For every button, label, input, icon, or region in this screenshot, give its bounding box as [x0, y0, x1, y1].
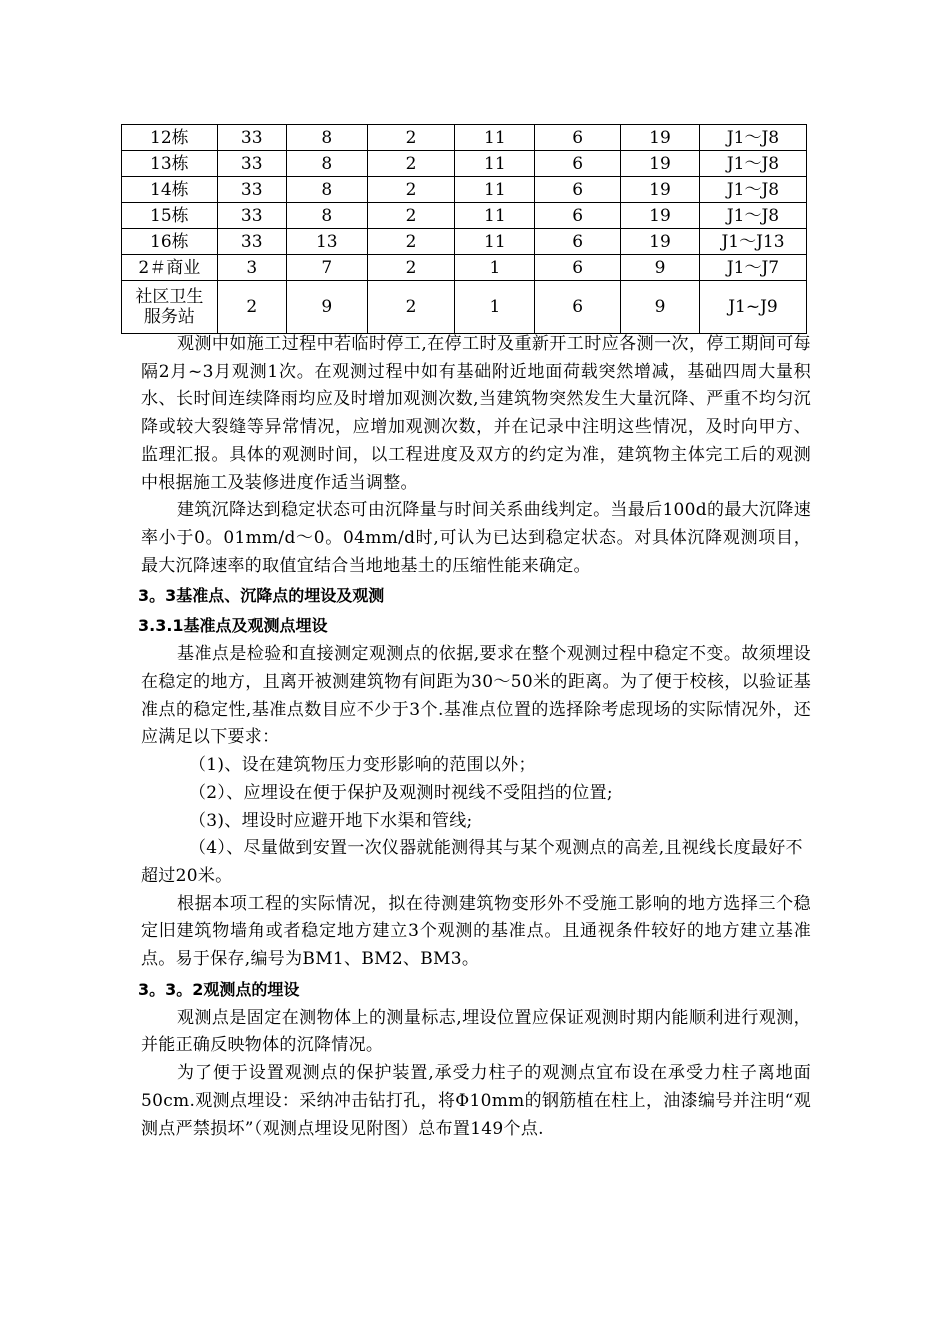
table-row	[122, 177, 807, 203]
paragraph-stability-criteria: 建筑沉降达到稳定状态可由沉降量与时间关系曲线判定。当最后100d的最大沉降速率小于0。01mm/d～0。04mm/d时,可认为已达到稳定状态。对具体沉降观测项目，最大沉降速率的取值宜结合当地地基土的压缩性能来确定。	[141, 500, 811, 576]
table-cell: 9	[286, 281, 367, 334]
table-row	[122, 281, 807, 334]
table-cell: 2	[367, 281, 455, 334]
building-name-line: 服务站	[143, 307, 195, 327]
table-cell: J1~J9	[699, 281, 806, 334]
table-cell: 33	[217, 229, 286, 255]
table-cell: 2	[367, 229, 455, 255]
table-cell: 33	[217, 177, 286, 203]
paragraph-observation-frequency: 观测中如施工过程中若临时停工,在停工时及重新开工时应各测一次，停工期间可每隔2月~3月观测1次。在观测过程中如有基础附近地面荷载突然增减，基础四周大量积水、长时间连续降雨均应及时增加观测次数,当建筑物突然发生大量沉降、严重不均匀沉降或较大裂缝等异常情况，应增加观测次数，并在记录中注明这些情况，及时向甲方、监理汇报。具体的观测时间，以工程进度及双方的约定为准，建筑物主体完工后的观测中根据施工及装修进度作适当调整。	[141, 334, 811, 493]
table-row	[122, 125, 807, 151]
paragraph-benchmark-setup: 根据本项工程的实际情况，拟在待测建筑物变形外不受施工影响的地方选择三个稳定旧建筑物墙角或者稳定地方建立3个观测的基准点。且通视条件较好的地方建立基准点。易于保存,编号为BM1、BM2、BM3。	[141, 893, 811, 970]
table-row	[122, 151, 807, 177]
table-cell: J1～J13	[699, 229, 806, 255]
table-cell: 11	[455, 229, 535, 255]
table-cell: 13	[286, 229, 367, 255]
document-body	[138, 331, 811, 1143]
building-name-cell	[122, 281, 218, 334]
list-item-3: （3)、埋设时应避开地下水渠和管线;	[189, 810, 473, 831]
table-cell: 19	[621, 229, 700, 255]
table-cell: 11	[455, 203, 535, 229]
table-cell: 19	[621, 177, 700, 203]
table-cell: 19	[621, 125, 700, 151]
table-cell: 2	[217, 281, 286, 334]
table-cell: 6	[535, 151, 621, 177]
section-heading-3-3-2: 3。3。2观测点的埋设	[138, 979, 300, 999]
table-cell: J1～J8	[699, 151, 806, 177]
table-cell: 11	[455, 125, 535, 151]
building-name-cell: 12栋	[122, 125, 218, 151]
building-name-cell: 15栋	[122, 203, 218, 229]
table-cell: J1～J8	[699, 125, 806, 151]
table-cell: 33	[217, 125, 286, 151]
building-name-cell: 13栋	[122, 151, 218, 177]
list-item-2: （2）、应埋设在便于保护及观测时视线不受阻挡的位置;	[189, 782, 613, 803]
section-heading-3-3: 3。3基准点、沉降点的埋设及观测	[138, 586, 385, 606]
table-cell: 8	[286, 151, 367, 177]
table-cell: 6	[535, 177, 621, 203]
section-heading-3-3-1: 3.3.1基准点及观测点埋设	[138, 616, 328, 636]
list-item-1: （1)、设在建筑物压力变形影响的范围以外；	[189, 755, 536, 776]
building-name-cell: 2＃商业	[122, 255, 218, 281]
table-cell: 9	[621, 255, 700, 281]
table-cell: 11	[455, 151, 535, 177]
table-cell: 6	[535, 125, 621, 151]
table-cell: 2	[367, 151, 455, 177]
list-item-4: （4）、尽量做到安置一次仪器就能测得其与某个观测点的高差,且视线长度最好不超过20米。	[141, 838, 803, 886]
table-cell: J1～J8	[699, 203, 806, 229]
table-cell: 6	[535, 203, 621, 229]
table-row	[122, 229, 807, 255]
table-cell: 6	[535, 281, 621, 334]
table-cell: 2	[367, 125, 455, 151]
observation-table	[121, 124, 807, 334]
table-cell: 7	[286, 255, 367, 281]
table-cell: 8	[286, 177, 367, 203]
table-cell: J1～J7	[699, 255, 806, 281]
table-cell: 11	[455, 177, 535, 203]
building-name-cell: 16栋	[122, 229, 218, 255]
table-row	[122, 255, 807, 281]
table-cell: 2	[367, 203, 455, 229]
table-cell: 19	[621, 151, 700, 177]
table-cell: 9	[621, 281, 700, 334]
table-cell: 8	[286, 203, 367, 229]
table-cell: 3	[217, 255, 286, 281]
table-cell: J1～J8	[699, 177, 806, 203]
table-cell: 33	[217, 203, 286, 229]
table-cell: 2	[367, 177, 455, 203]
table-cell: 6	[535, 255, 621, 281]
table-cell: 2	[367, 255, 455, 281]
table-cell: 6	[535, 229, 621, 255]
table-body	[122, 125, 807, 334]
table-cell: 8	[286, 125, 367, 151]
paragraph-observation-point-installation: 为了便于设置观测点的保护装置,承受力柱子的观测点宜布设在承受力柱子离地面50cm.观测点埋设：采纳冲击钻打孔，将Φ10mm的钢筋植在柱上，油漆编号并注明“观测点严禁损坏”（观测点埋设见附图）总布置149个点.	[141, 1063, 811, 1139]
paragraph-benchmark-requirements: 基准点是检验和直接测定观测点的依据,要求在整个观测过程中稳定不变。故须埋设在稳定的地方，且离开被测建筑物有间距为30～50米的距离。为了便于校核，以验证基准点的稳定性,基准点数目应不少于3个.基准点位置的选择除考虑现场的实际情况外，还应满足以下要求：	[141, 644, 811, 748]
table-row	[122, 203, 807, 229]
building-name-cell: 14栋	[122, 177, 218, 203]
paragraph-observation-point-definition: 观测点是固定在测物体上的测量标志,埋设位置应保证观测时期内能顺利进行观测，并能正确反映物体的沉降情况。	[141, 1007, 811, 1056]
table-cell: 33	[217, 151, 286, 177]
table-cell: 19	[621, 203, 700, 229]
table-cell: 1	[455, 255, 535, 281]
building-name-line: 社区卫生	[135, 287, 204, 307]
table-cell: 1	[455, 281, 535, 334]
